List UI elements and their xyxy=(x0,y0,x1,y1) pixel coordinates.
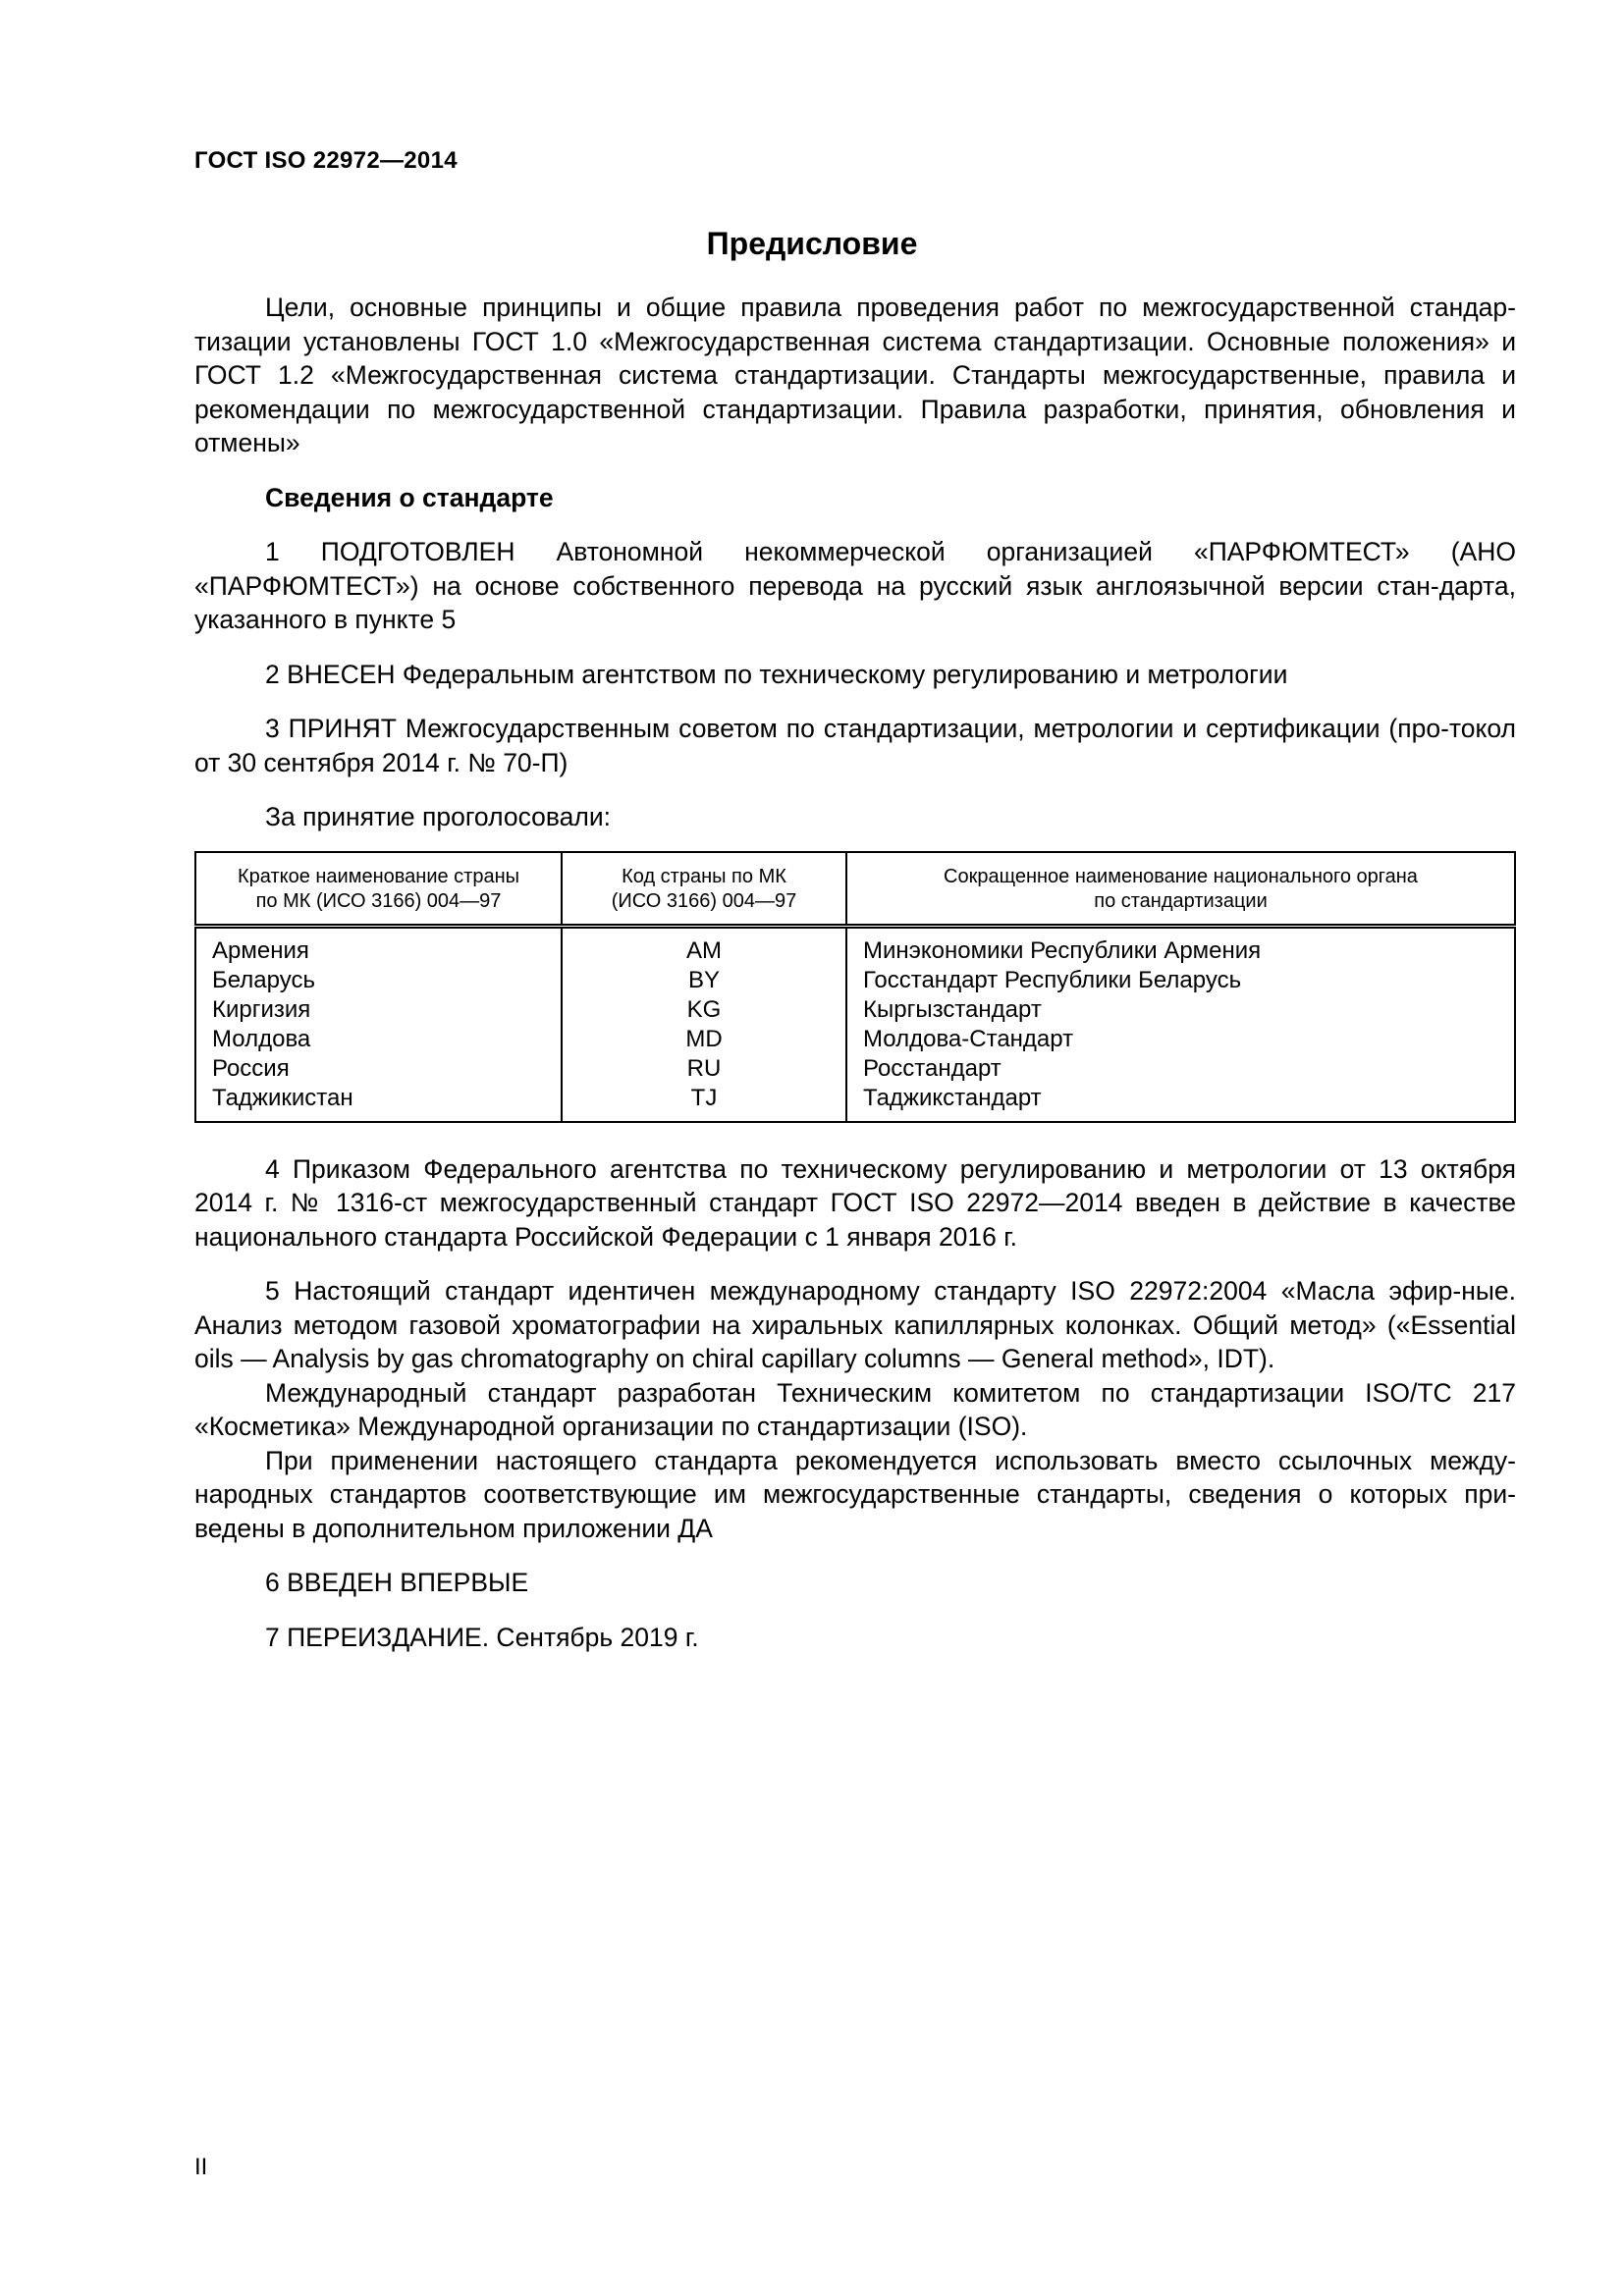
page-title: Предисловие xyxy=(706,226,918,261)
table-row xyxy=(195,1084,1515,1122)
item-4-paragraph: 4 Приказом Федерального агентства по техническому регулированию и метрологии от 13 октября 2014 г. № 1316-ст межгосударственный стандарт ГОСТ ISO 22972—2014 введен в действие в качестве национального стандарта Российской Федерации с 1 января 2016 г. xyxy=(194,1153,1516,1252)
country-cell: Киргизия xyxy=(195,995,562,1025)
item-3-paragraph: 3 ПРИНЯТ Межгосударственным советом по стандартизации, метрологии и сертификации (про-токол от 30 сентября 2014 г. № 70-П) xyxy=(194,714,1516,777)
column-header-body-line2: по стандартизации xyxy=(1094,889,1268,912)
country-cell: Россия xyxy=(195,1054,562,1084)
table-row xyxy=(195,995,1515,1025)
item-5-application-paragraph: При применении настоящего стандарта рекомендуется использовать вместо ссылочных между-народных стандартов соответствующие им межгосударственные стандарты, сведения о которых при-ведены в дополнительном приложении ДА xyxy=(194,1445,1516,1543)
column-header-country xyxy=(195,852,562,927)
voted-label: За принятие проголосовали: xyxy=(265,802,612,831)
foreword-body xyxy=(194,291,1516,1675)
column-header-code-line1: Код страны по МК xyxy=(622,865,786,887)
column-header-country-line1: Краткое наименование страны xyxy=(237,865,520,887)
column-header-body xyxy=(846,852,1515,927)
code-cell: AM xyxy=(562,926,846,966)
standards-body-cell: Минэкономики Республики Армения xyxy=(846,926,1515,966)
item-6-paragraph: 6 ВВЕДЕН ВПЕРВЫЕ xyxy=(265,1568,529,1597)
column-header-code-line2: (ИСО 3166) 004—97 xyxy=(611,889,797,912)
standards-body-cell: Молдова-Стандарт xyxy=(846,1025,1515,1054)
standards-body-cell: Росстандарт xyxy=(846,1054,1515,1084)
intro-paragraph: Цели, основные принципы и общие правила проведения работ по межгосударственной стандар-тизации установлены ГОСТ 1.0 «Межгосударственная система стандартизации. Основные положения» и ГОСТ 1.2 «Межгосударственная система стандартизации. Стандарты межгосударственные, правила и рекомендации по межгосударственной стандартизации. Правила разработки, принятия, обновления и отмены» xyxy=(194,293,1516,457)
table-row xyxy=(195,966,1515,995)
document-header: ГОСТ ISO 22972—2014 xyxy=(194,147,458,174)
item-5-paragraph: 5 Настоящий стандарт идентичен международному стандарту ISO 22972:2004 «Масла эфир-ные. Анализ методом газовой хроматографии на хиральных капиллярных колонках. Общий метод» («Essential oils — Analysis by gas chromatography on chiral capillary columns — General method», IDT). xyxy=(194,1276,1516,1373)
country-cell: Армения xyxy=(195,926,562,966)
column-header-country-line2: по МК (ИСО 3166) 004—97 xyxy=(255,889,502,912)
code-cell: BY xyxy=(562,966,846,995)
item-7-paragraph: 7 ПЕРЕИЗДАНИЕ. Сентябрь 2019 г. xyxy=(265,1622,699,1652)
column-header-code xyxy=(562,852,846,927)
item-5-committee-paragraph: Международный стандарт разработан Техническим комитетом по стандартизации ISO/TC 217 «Косметика» Международной организации по стандартизации (ISO). xyxy=(194,1377,1516,1441)
standards-body-cell: Таджикстандарт xyxy=(846,1084,1515,1122)
table-header-row xyxy=(195,852,1515,927)
item-1-paragraph: 1 ПОДГОТОВЛЕН Автономной некоммерческой организацией «ПАРФЮМТЕСТ» (АНО «ПАРФЮМТЕСТ») на основе собственного перевода на русский язык англоязычной версии стан-дарта, указанного в пункте 5 xyxy=(194,537,1516,634)
standards-body-cell: Госстандарт Республики Беларусь xyxy=(846,966,1515,995)
column-header-body-line1: Сокращенное наименование национального органа xyxy=(944,865,1418,887)
country-cell: Беларусь xyxy=(195,966,562,995)
item-2-paragraph: 2 ВНЕСЕН Федеральным агентством по техническому регулированию и метрологии xyxy=(265,659,1288,689)
table-row xyxy=(195,1025,1515,1054)
code-cell: TJ xyxy=(562,1084,846,1122)
voting-table xyxy=(194,851,1516,1123)
code-cell: MD xyxy=(562,1025,846,1054)
standards-body-cell: Кыргызстандарт xyxy=(846,995,1515,1025)
page-number: II xyxy=(194,2154,208,2180)
code-cell: RU xyxy=(562,1054,846,1084)
code-cell: KG xyxy=(562,995,846,1025)
section-heading: Сведения о стандарте xyxy=(265,482,554,512)
country-cell: Молдова xyxy=(195,1025,562,1054)
table-row xyxy=(195,926,1515,966)
country-cell: Таджикистан xyxy=(195,1084,562,1122)
table-row xyxy=(195,1054,1515,1084)
